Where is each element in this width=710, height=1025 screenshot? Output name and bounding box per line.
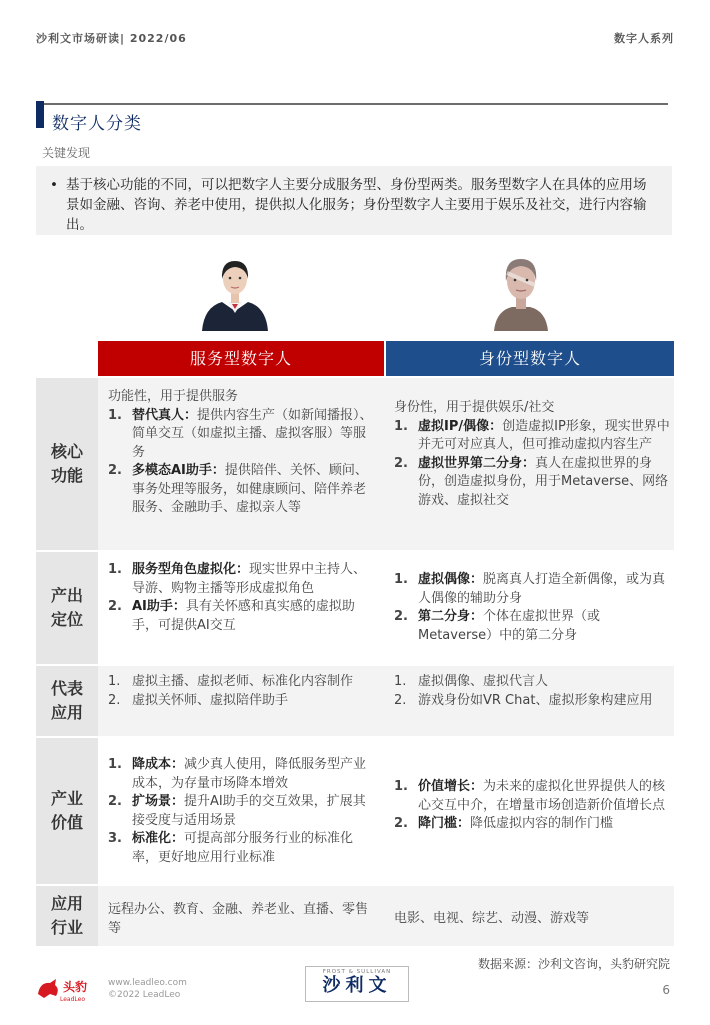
svg-text:头豹: 头豹	[63, 980, 88, 994]
row-label-representative-apps: 代表 应用	[36, 666, 98, 736]
title-divider	[44, 103, 668, 105]
row-label-output-position: 产出 定位	[36, 552, 98, 664]
service-type-header: 服务型数字人	[98, 341, 384, 376]
section-subtitle: 关键发现	[42, 146, 91, 160]
row-label-core-function: 核心 功能	[36, 378, 98, 550]
list-item: 2. AI助手：具有关怀感和真实感的虚拟助手，可提供AI交互	[108, 599, 355, 633]
list-item: 1. 替代真人：提供内容生产（如新闻播报）、简单交互（如虚拟主播、虚拟客服）等服务	[108, 407, 373, 460]
list-item: 1. 降成本：减少真人使用，降低服务型产业成本，为存量市场降本增效	[108, 757, 367, 791]
list-item: 2. 降门槛：降低虚拟内容的制作门槛	[394, 816, 614, 831]
list-item: 2. 游戏身份如VR Chat、虚拟形象构建应用	[394, 692, 653, 708]
report-series-label: 沙利文市场研读| 2022/06	[36, 32, 187, 45]
series-name: 数字人系列	[614, 32, 674, 45]
page-number: 6	[662, 983, 670, 997]
frost-sullivan-logo	[305, 966, 409, 1002]
service-avatar-image	[200, 255, 270, 331]
key-finding-box	[36, 166, 672, 235]
position-identity-cell	[394, 571, 670, 645]
key-finding-text: 基于核心功能的不同，可以把数字人主要分成服务型、身份型两类。服务型数字人在具体的应用场景如金融、咨询、养老中使用，提供拟人化服务；身份型数字人主要用于娱乐及社交，进行内容输出。	[66, 177, 647, 233]
value-identity-cell	[394, 778, 670, 834]
industry-identity-cell: 电影、电视、综艺、动漫、游戏等	[394, 911, 590, 926]
frost-sullivan-wordmark: FROST & SULLIVAN	[322, 969, 392, 975]
bullet-icon: •	[50, 177, 58, 193]
list-item: 1. 虚拟偶像：脱离真人打造全新偶像，或为真人偶像的辅助分身	[394, 572, 666, 606]
list-item: 1. 虚拟IP/偶像：创造虚拟IP形象，现实世界中并无可对应真人，但可推动虚拟内容生产	[394, 418, 670, 452]
row-label-industry-value: 产业 价值	[36, 738, 98, 884]
list-item: 1. 价值增长：为未来的虚拟化世界提供人的核心交互中介，在增量市场创造新价值增长点	[394, 779, 666, 813]
leadleo-site-info	[108, 977, 187, 1001]
identity-avatar-image	[486, 255, 556, 331]
list-item: 2. 第二分身：个体在虚拟世界（或Metaverse）中的第二分身	[394, 609, 601, 643]
data-source-note: 数据来源：沙利文咨询，头豹研究院	[477, 957, 670, 971]
apps-identity-cell	[394, 673, 670, 710]
section-title: 数字人分类	[52, 114, 142, 134]
list-item: 2. 虚拟世界第二分身：真人在虚拟世界的身份，创造虚拟身份，用于Metaverse、网络游戏、虚拟社交	[394, 455, 669, 508]
leadleo-logo-icon	[36, 974, 104, 1004]
row-label-application-industry: 应用 行业	[36, 886, 98, 946]
list-item: 2. 虚拟关怀师、虚拟陪伴助手	[108, 692, 289, 708]
apps-service-cell	[108, 673, 378, 710]
list-item: 1. 服务型角色虚拟化：现实世界中主持人、导游、购物主播等形成虚拟角色	[108, 562, 367, 596]
leadleo-url[interactable]: www.leadleo.com	[108, 978, 187, 988]
leadleo-copyright: ©2022 LeadLeo	[108, 990, 181, 1000]
list-item: 3. 标准化：可提高部分服务行业的标准化率，更好地应用行业标准	[108, 831, 354, 865]
title-accent-bar	[36, 101, 44, 128]
industry-service-cell: 远程办公、教育、金融、养老业、直播、零售等	[108, 902, 369, 936]
position-service-cell	[108, 561, 378, 635]
core-function-identity-cell	[394, 399, 670, 510]
list-item: 2. 多模态AI助手：提供陪伴、关怀、顾问、事务处理等服务，如健康顾问、陪伴养老服务、金融助手、虚拟亲人等	[108, 463, 368, 515]
core-service-intro: 功能性，用于提供服务	[108, 389, 239, 404]
list-item: 1. 虚拟主播、虚拟老师、标准化内容制作	[108, 674, 354, 689]
identity-type-header: 身份型数字人	[386, 341, 674, 376]
core-function-service-cell	[108, 388, 378, 518]
value-service-cell	[108, 756, 378, 867]
list-item: 1. 虚拟偶像、虚拟代言人	[394, 674, 549, 689]
frost-sullivan-chinese-name: 沙利文	[322, 975, 392, 996]
list-item: 2. 扩场景：提升AI助手的交互效果，扩展其接受度与适用场景	[108, 794, 366, 828]
svg-text:LeadLeo: LeadLeo	[60, 996, 86, 1003]
core-identity-intro: 身份性，用于提供娱乐/社交	[394, 400, 555, 415]
